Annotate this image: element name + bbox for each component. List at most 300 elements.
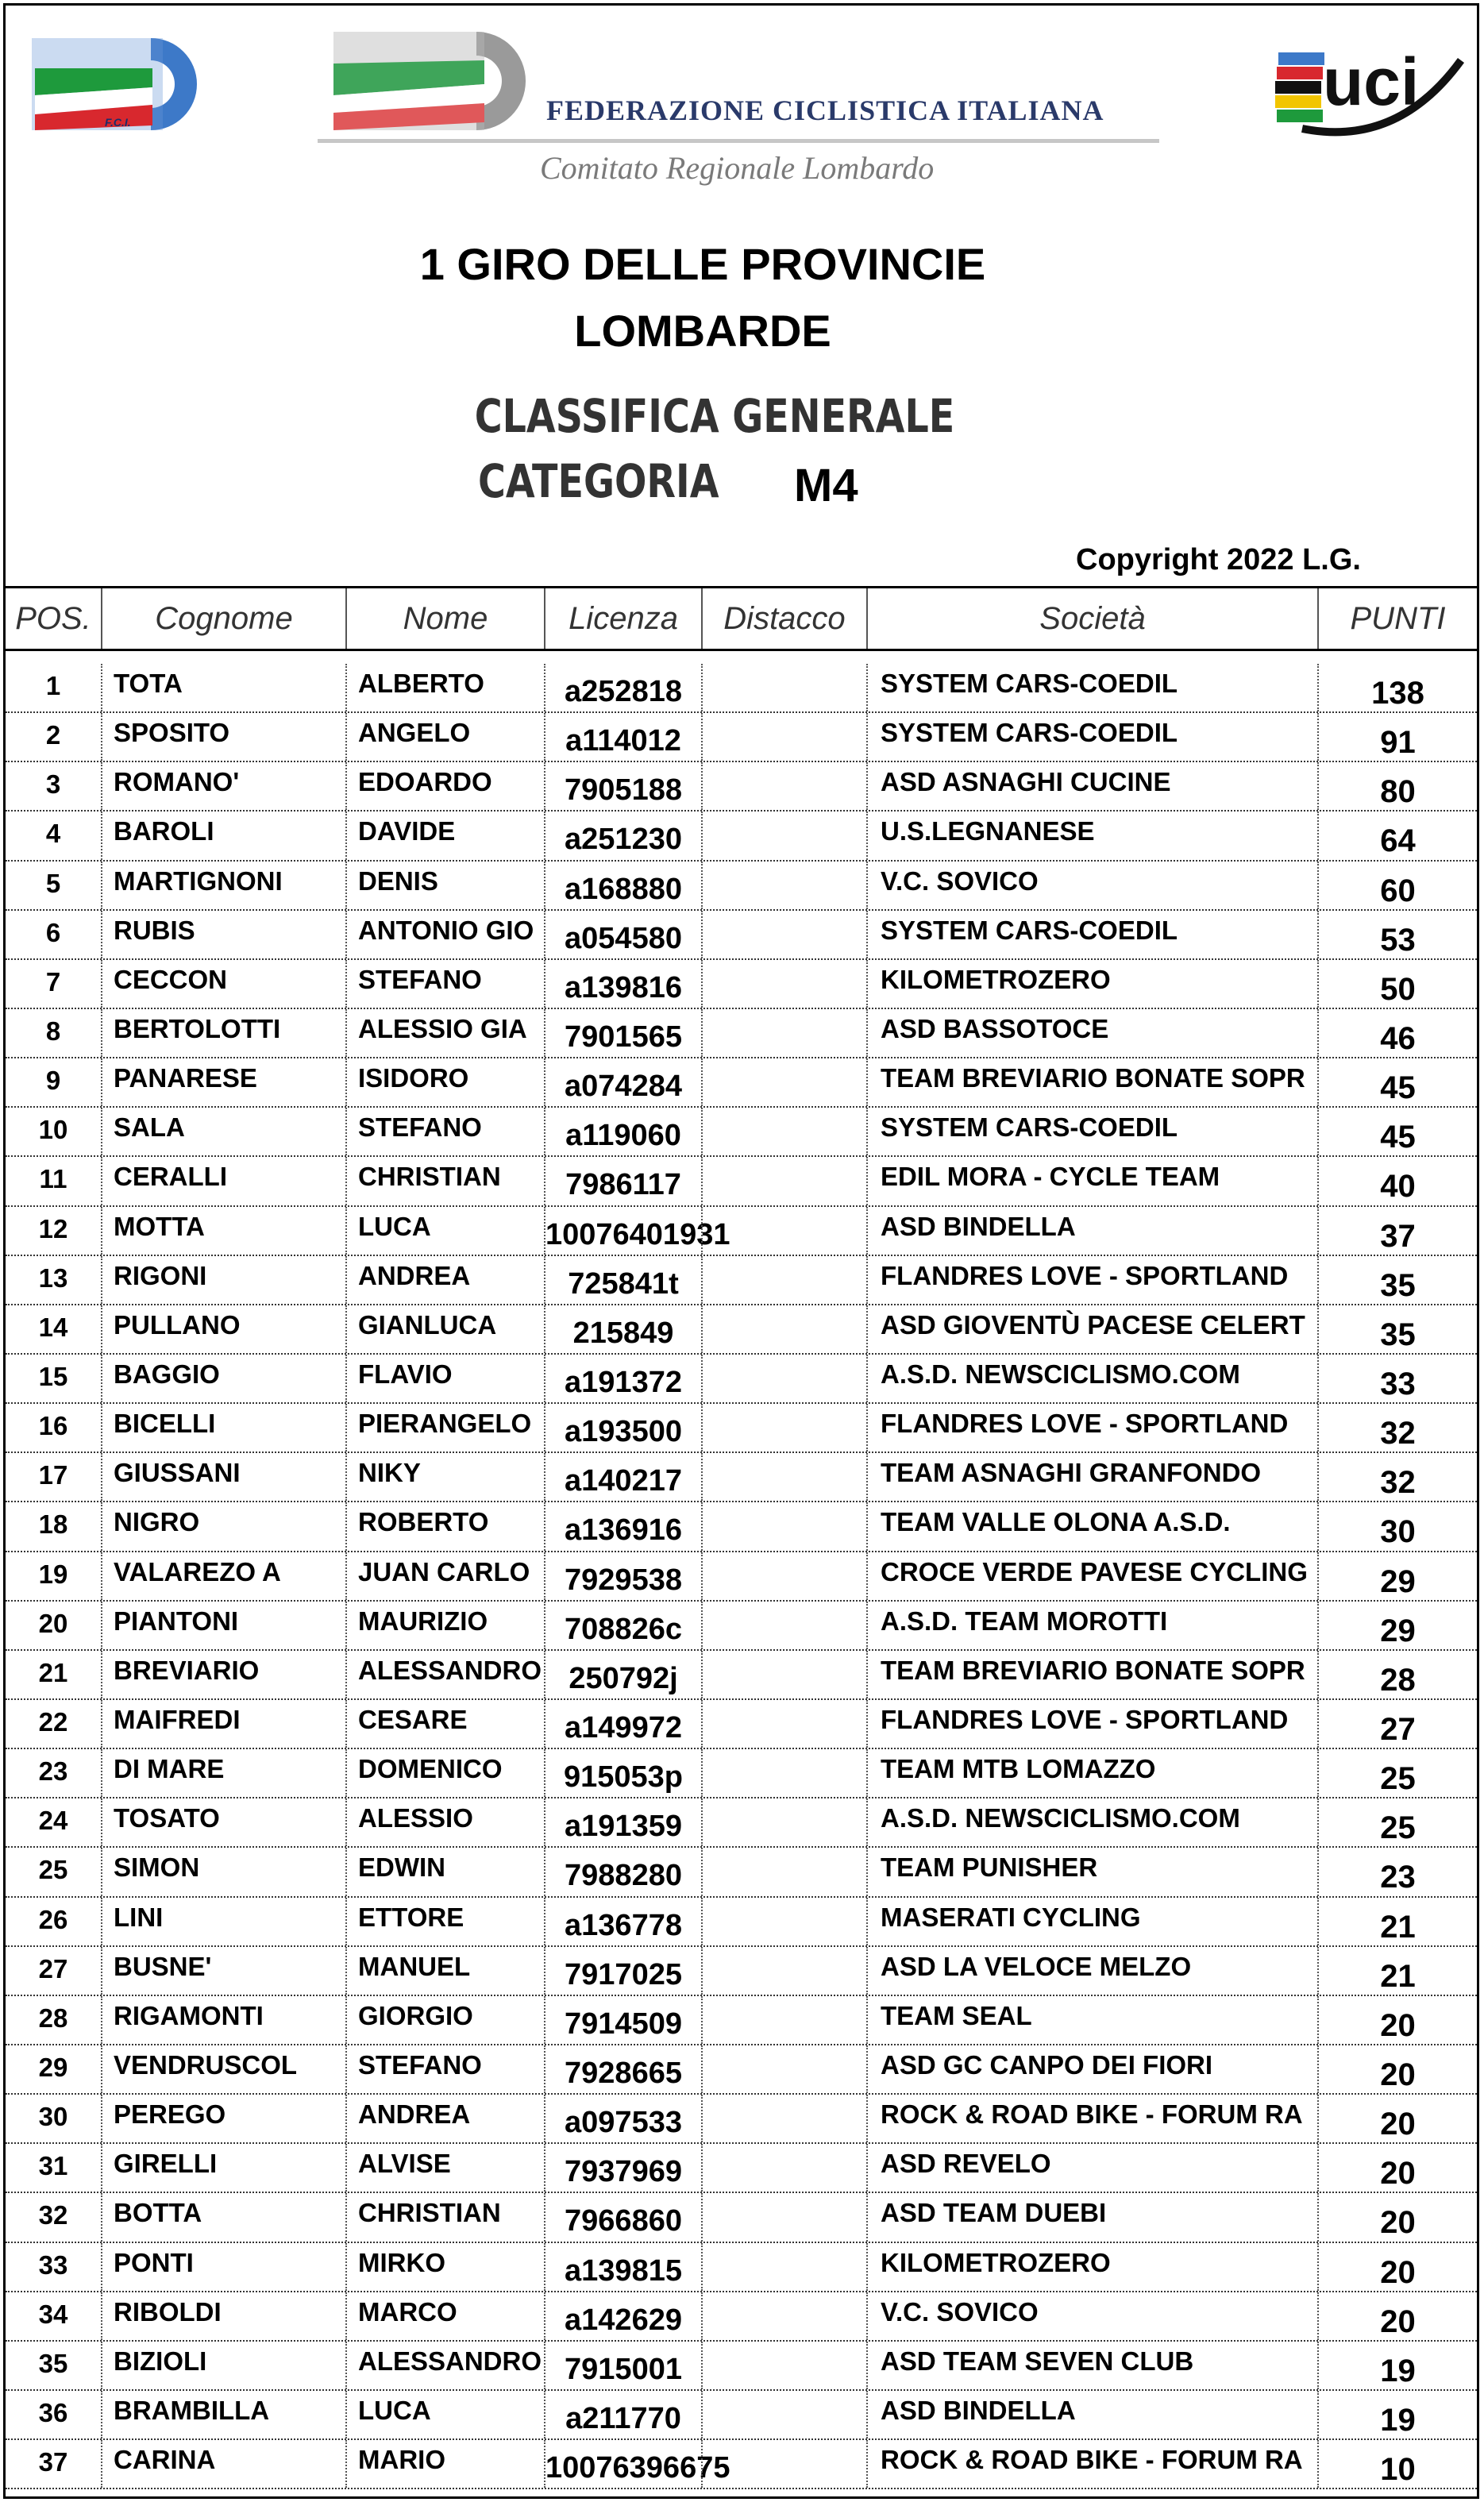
societa-cell: KILOMETROZERO — [866, 2243, 1317, 2291]
licenza-cell: a136916 — [544, 1502, 701, 1550]
distacco-cell — [701, 1798, 866, 1846]
cognome-cell: GIUSSANI — [101, 1453, 345, 1501]
societa-cell: ROCK & ROAD BIKE - FORUM RA — [866, 2440, 1317, 2488]
distacco-cell — [701, 1355, 866, 1402]
pos-cell: 10 — [38, 1115, 68, 1145]
cognome-cell: TOSATO — [101, 1798, 345, 1846]
nome-cell: ALESSIO — [345, 1798, 544, 1846]
distacco-cell — [701, 1305, 866, 1353]
nome-cell: ROBERTO — [345, 1502, 544, 1550]
licenza-cell: 708826c — [544, 1602, 701, 1649]
pos-cell: 32 — [38, 2200, 68, 2230]
distacco-cell — [701, 1602, 866, 1649]
pos-cell: 26 — [38, 1904, 68, 1934]
societa-cell: A.S.D. NEWSCICLISMO.COM — [866, 1798, 1317, 1846]
nome-cell: ANDREA — [345, 2095, 544, 2142]
punti-cell: 45 — [1317, 1058, 1477, 1106]
punti-cell: 32 — [1317, 1453, 1477, 1501]
cognome-cell: GIRELLI — [101, 2144, 345, 2192]
pos-cell: 12 — [38, 1213, 68, 1243]
distacco-cell — [701, 1256, 866, 1304]
distacco-cell — [701, 2292, 866, 2340]
societa-cell: ASD BINDELLA — [866, 1207, 1317, 1255]
nome-cell: STEFANO — [345, 1108, 544, 1155]
punti-cell: 53 — [1317, 911, 1477, 958]
table-row — [6, 1651, 1477, 1700]
societa-cell: TEAM BREVIARIO BONATE SOPR — [866, 1058, 1317, 1106]
licenza-cell: a140217 — [544, 1453, 701, 1501]
cognome-cell: SIMON — [101, 1848, 345, 1895]
distacco-cell — [701, 911, 866, 958]
pos-cell: 1 — [45, 671, 61, 700]
societa-cell: ASD TEAM DUEBI — [866, 2193, 1317, 2241]
societa-cell: U.S.LEGNANESE — [866, 812, 1317, 859]
licenza-cell: 7988280 — [544, 1848, 701, 1895]
title-line-1: 1 GIRO DELLE PROVINCIE — [419, 239, 986, 289]
pos-cell: 29 — [38, 2052, 68, 2082]
table-row — [6, 960, 1477, 1009]
licenza-cell: 7915001 — [544, 2342, 701, 2389]
nome-cell: MARCO — [345, 2292, 544, 2340]
punti-cell: 27 — [1317, 1700, 1477, 1748]
punti-cell: 20 — [1317, 1996, 1477, 2044]
licenza-cell: 7937969 — [544, 2144, 701, 2192]
table-row — [6, 862, 1477, 911]
table-header — [6, 586, 1477, 651]
distacco-cell — [701, 1651, 866, 1698]
header-pos: POS. — [15, 601, 91, 636]
societa-cell: SYSTEM CARS-COEDIL — [866, 664, 1317, 711]
distacco-cell — [701, 2440, 866, 2488]
cognome-cell: DI MARE — [101, 1749, 345, 1797]
licenza-cell: a168880 — [544, 862, 701, 909]
cognome-cell: RIGAMONTI — [101, 1996, 345, 2044]
pos-cell: 24 — [38, 1806, 68, 1836]
nome-cell: GIORGIO — [345, 1996, 544, 2044]
cognome-cell: NIGRO — [101, 1502, 345, 1550]
table-row — [6, 1700, 1477, 1749]
societa-cell: ASD TEAM SEVEN CLUB — [866, 2342, 1317, 2389]
nome-cell: CHRISTIAN — [345, 2193, 544, 2241]
header-divider — [318, 139, 1159, 143]
punti-cell: 40 — [1317, 1157, 1477, 1205]
punti-cell: 32 — [1317, 1404, 1477, 1451]
header-cognome: Cognome — [101, 588, 345, 649]
pos-cell: 3 — [45, 769, 61, 800]
distacco-cell — [701, 2095, 866, 2142]
header-nome: Nome — [345, 588, 544, 649]
table-row — [6, 2342, 1477, 2391]
licenza-cell: 7966860 — [544, 2193, 701, 2241]
licenza-cell: 215849 — [544, 1305, 701, 1353]
punti-cell: 46 — [1317, 1009, 1477, 1057]
header-distacco: Distacco — [701, 588, 866, 649]
nome-cell: MAURIZIO — [345, 1602, 544, 1649]
pos-cell: 31 — [38, 2151, 68, 2181]
header-societa: Società — [866, 588, 1317, 649]
punti-cell: 37 — [1317, 1207, 1477, 1255]
licenza-cell: a211770 — [544, 2391, 701, 2438]
licenza-cell: 250792j — [544, 1651, 701, 1698]
pos-cell: 22 — [38, 1706, 68, 1737]
cognome-cell: PIANTONI — [101, 1602, 345, 1649]
licenza-cell: a097533 — [544, 2095, 701, 2142]
federation-name: FEDERAZIONE CICLISTICA ITALIANA — [546, 94, 1104, 126]
table-row — [6, 2440, 1477, 2489]
societa-cell: EDIL MORA - CYCLE TEAM — [866, 1157, 1317, 1205]
table-row — [6, 1355, 1477, 1404]
societa-cell: TEAM SEAL — [866, 1996, 1317, 2044]
pos-cell: 2 — [45, 720, 61, 750]
cognome-cell: RIGONI — [101, 1256, 345, 1304]
cognome-cell: PANARESE — [101, 1058, 345, 1106]
licenza-cell: 725841t — [544, 1256, 701, 1304]
standings-table — [6, 586, 1477, 2489]
pos-cell: 5 — [45, 868, 61, 898]
cognome-cell: PEREGO — [101, 2095, 345, 2142]
pos-cell: 14 — [38, 1312, 68, 1342]
table-row — [6, 812, 1477, 861]
table-row — [6, 1305, 1477, 1355]
cognome-cell: CECCON — [101, 960, 345, 1008]
pos-cell: 23 — [38, 1756, 68, 1787]
punti-cell: 19 — [1317, 2391, 1477, 2438]
punti-cell: 10 — [1317, 2440, 1477, 2488]
societa-cell: ASD ASNAGHI CUCINE — [866, 762, 1317, 810]
nome-cell: PIERANGELO — [345, 1404, 544, 1451]
table-row — [6, 1502, 1477, 1552]
distacco-cell — [701, 2144, 866, 2192]
table-row — [6, 1108, 1477, 1157]
pos-cell: 36 — [38, 2397, 68, 2427]
nome-cell: STEFANO — [345, 960, 544, 1008]
licenza-cell: a139816 — [544, 960, 701, 1008]
pos-cell: 13 — [38, 1263, 68, 1293]
table-row — [6, 1848, 1477, 1897]
societa-cell: FLANDRES LOVE - SPORTLAND — [866, 1404, 1317, 1451]
licenza-cell: a054580 — [544, 911, 701, 958]
table-row — [6, 1947, 1477, 1996]
nome-cell: LUCA — [345, 1207, 544, 1255]
nome-cell: EDOARDO — [345, 762, 544, 810]
nome-cell: MARIO — [345, 2440, 544, 2488]
licenza-cell: 915053p — [544, 1749, 701, 1797]
licenza-cell: a252818 — [544, 664, 701, 711]
uci-logo-icon — [1270, 29, 1469, 140]
nome-cell: ALESSANDRO — [345, 1651, 544, 1698]
licenza-cell: a191372 — [544, 1355, 701, 1402]
licenza-cell: a142629 — [544, 2292, 701, 2340]
punti-cell: 20 — [1317, 2095, 1477, 2142]
cognome-cell: BIZIOLI — [101, 2342, 345, 2389]
punti-cell: 20 — [1317, 2292, 1477, 2340]
nome-cell: ALESSANDRO — [345, 2342, 544, 2389]
nome-cell: DOMENICO — [345, 1749, 544, 1797]
punti-cell: 25 — [1317, 1798, 1477, 1846]
punti-cell: 35 — [1317, 1256, 1477, 1304]
table-row — [6, 664, 1477, 713]
punti-cell: 33 — [1317, 1355, 1477, 1402]
table-row — [6, 2243, 1477, 2292]
cognome-cell: PULLANO — [101, 1305, 345, 1353]
societa-cell: ASD BINDELLA — [866, 2391, 1317, 2438]
punti-cell: 50 — [1317, 960, 1477, 1008]
cognome-cell: RIBOLDI — [101, 2292, 345, 2340]
societa-cell: MASERATI CYCLING — [866, 1898, 1317, 1945]
societa-cell: ASD BASSOTOCE — [866, 1009, 1317, 1057]
cognome-cell: BUSNE' — [101, 1947, 345, 1995]
cognome-cell: BREVIARIO — [101, 1651, 345, 1698]
header-punti: PUNTI — [1317, 588, 1477, 649]
table-row — [6, 1602, 1477, 1651]
table-row — [6, 1996, 1477, 2045]
distacco-cell — [701, 1157, 866, 1205]
nome-cell: STEFANO — [345, 2045, 544, 2093]
cognome-cell: PONTI — [101, 2243, 345, 2291]
nome-cell: LUCA — [345, 2391, 544, 2438]
nome-cell: DENIS — [345, 862, 544, 909]
licenza-cell: 10076396675 — [544, 2440, 701, 2488]
table-row — [6, 1798, 1477, 1848]
licenza-cell: 7928665 — [544, 2045, 701, 2093]
licenza-cell: a251230 — [544, 812, 701, 859]
societa-cell: SYSTEM CARS-COEDIL — [866, 713, 1317, 761]
societa-cell: TEAM PUNISHER — [866, 1848, 1317, 1895]
distacco-cell — [701, 713, 866, 761]
licenza-cell: a074284 — [544, 1058, 701, 1106]
cognome-cell: BICELLI — [101, 1404, 345, 1451]
fci-logo-label: F.C.I. — [105, 116, 131, 129]
societa-cell: ASD LA VELOCE MELZO — [866, 1947, 1317, 1995]
distacco-cell — [701, 1009, 866, 1057]
distacco-cell — [701, 1996, 866, 2044]
nome-cell: JUAN CARLO — [345, 1552, 544, 1600]
licenza-cell: a136778 — [544, 1898, 701, 1945]
cognome-cell: BAROLI — [101, 812, 345, 859]
distacco-cell — [701, 1108, 866, 1155]
nome-cell: CHRISTIAN — [345, 1157, 544, 1205]
cognome-cell: TOTA — [101, 664, 345, 711]
cognome-cell: CERALLI — [101, 1157, 345, 1205]
licenza-cell: 7917025 — [544, 1947, 701, 1995]
table-body — [6, 664, 1477, 2489]
cognome-cell: LINI — [101, 1898, 345, 1945]
societa-cell: V.C. SOVICO — [866, 2292, 1317, 2340]
societa-cell: A.S.D. TEAM MOROTTI — [866, 1602, 1317, 1649]
table-row — [6, 1009, 1477, 1058]
distacco-cell — [701, 2342, 866, 2389]
licenza-cell: 7986117 — [544, 1157, 701, 1205]
cognome-cell: BRAMBILLA — [101, 2391, 345, 2438]
pos-cell: 11 — [39, 1164, 67, 1194]
licenza-cell: a149972 — [544, 1700, 701, 1748]
punti-cell: 35 — [1317, 1305, 1477, 1353]
licenza-cell: 10076401931 — [544, 1207, 701, 1255]
pos-cell: 6 — [45, 917, 61, 947]
pos-cell: 16 — [38, 1411, 68, 1441]
societa-cell: A.S.D. NEWSCICLISMO.COM — [866, 1355, 1317, 1402]
nome-cell: FLAVIO — [345, 1355, 544, 1402]
cognome-cell: MOTTA — [101, 1207, 345, 1255]
societa-cell: SYSTEM CARS-COEDIL — [866, 911, 1317, 958]
societa-cell: CROCE VERDE PAVESE CYCLING — [866, 1552, 1317, 1600]
nome-cell: DAVIDE — [345, 812, 544, 859]
table-row — [6, 1404, 1477, 1453]
cognome-cell: ROMANO' — [101, 762, 345, 810]
table-row — [6, 1256, 1477, 1305]
licenza-cell: a191359 — [544, 1798, 701, 1846]
punti-cell: 80 — [1317, 762, 1477, 810]
societa-cell: KILOMETROZERO — [866, 960, 1317, 1008]
distacco-cell — [701, 1058, 866, 1106]
licenza-cell: 7929538 — [544, 1552, 701, 1600]
punti-cell: 20 — [1317, 2045, 1477, 2093]
pos-cell: 7 — [45, 966, 61, 997]
nome-cell: CESARE — [345, 1700, 544, 1748]
distacco-cell — [701, 812, 866, 859]
table-row — [6, 1453, 1477, 1502]
societa-cell: ASD REVELO — [866, 2144, 1317, 2192]
fci-logo-icon — [32, 32, 206, 135]
societa-cell: TEAM BREVIARIO BONATE SOPR — [866, 1651, 1317, 1698]
nome-cell: MIRKO — [345, 2243, 544, 2291]
cognome-cell: MARTIGNONI — [101, 862, 345, 909]
distacco-cell — [701, 960, 866, 1008]
nome-cell: ANDREA — [345, 1256, 544, 1304]
distacco-cell — [701, 1207, 866, 1255]
nome-cell: ALVISE — [345, 2144, 544, 2192]
societa-cell: SYSTEM CARS-COEDIL — [866, 1108, 1317, 1155]
table-row — [6, 713, 1477, 762]
licenza-cell: a119060 — [544, 1108, 701, 1155]
licenza-cell: 7901565 — [544, 1009, 701, 1057]
licenza-cell: a193500 — [544, 1404, 701, 1451]
table-row — [6, 1157, 1477, 1206]
pos-cell: 33 — [38, 2249, 68, 2280]
cognome-cell: VALAREZO A — [101, 1552, 345, 1600]
federazione-logo-icon — [318, 24, 556, 143]
committee-name: Comitato Regionale Lombardo — [540, 150, 935, 186]
punti-cell: 21 — [1317, 1898, 1477, 1945]
cognome-cell: BOTTA — [101, 2193, 345, 2241]
societa-cell: ASD GC CANPO DEI FIORI — [866, 2045, 1317, 2093]
societa-cell: V.C. SOVICO — [866, 862, 1317, 909]
punti-cell: 30 — [1317, 1502, 1477, 1550]
table-row — [6, 762, 1477, 812]
licenza-cell: 7914509 — [544, 1996, 701, 2044]
nome-cell: ALBERTO — [345, 664, 544, 711]
cognome-cell: SALA — [101, 1108, 345, 1155]
distacco-cell — [701, 1947, 866, 1995]
pos-cell: 19 — [38, 1559, 68, 1589]
table-row — [6, 1898, 1477, 1947]
punti-cell: 20 — [1317, 2144, 1477, 2192]
punti-cell: 20 — [1317, 2243, 1477, 2291]
nome-cell: ANTONIO GIO — [345, 911, 544, 958]
licenza-cell: a139815 — [544, 2243, 701, 2291]
title-line-2: LOMBARDE — [574, 306, 831, 356]
pos-cell: 17 — [38, 1460, 68, 1490]
distacco-cell — [701, 762, 866, 810]
punti-cell: 91 — [1317, 713, 1477, 761]
header-licenza: Licenza — [544, 588, 701, 649]
societa-cell: TEAM ASNAGHI GRANFONDO — [866, 1453, 1317, 1501]
pos-cell: 4 — [45, 819, 61, 849]
nome-cell: ISIDORO — [345, 1058, 544, 1106]
punti-cell: 21 — [1317, 1947, 1477, 1995]
uci-logo-label: uci — [1323, 44, 1420, 119]
distacco-cell — [701, 2045, 866, 2093]
pos-cell: 18 — [38, 1509, 68, 1540]
table-row — [6, 2045, 1477, 2095]
distacco-cell — [701, 2243, 866, 2291]
distacco-cell — [701, 2391, 866, 2438]
table-row — [6, 1749, 1477, 1798]
classification-title: CLASSIFICA GENERALE — [474, 389, 955, 443]
pos-cell: 37 — [38, 2447, 68, 2477]
nome-cell: GIANLUCA — [345, 1305, 544, 1353]
copyright-note: Copyright 2022 L.G. — [1076, 543, 1361, 576]
pos-cell: 8 — [45, 1016, 61, 1046]
punti-cell: 23 — [1317, 1848, 1477, 1895]
pos-cell: 21 — [38, 1657, 68, 1687]
nome-cell: NIKY — [345, 1453, 544, 1501]
societa-cell: ROCK & ROAD BIKE - FORUM RA — [866, 2095, 1317, 2142]
distacco-cell — [701, 1502, 866, 1550]
cognome-cell: CARINA — [101, 2440, 345, 2488]
table-row — [6, 2095, 1477, 2144]
table-row — [6, 911, 1477, 960]
pos-cell: 28 — [38, 2003, 68, 2033]
cognome-cell: MAIFREDI — [101, 1700, 345, 1748]
distacco-cell — [701, 1552, 866, 1600]
punti-cell: 28 — [1317, 1651, 1477, 1698]
distacco-cell — [701, 1453, 866, 1501]
table-row — [6, 2292, 1477, 2342]
societa-cell: FLANDRES LOVE - SPORTLAND — [866, 1700, 1317, 1748]
punti-cell: 64 — [1317, 812, 1477, 859]
distacco-cell — [701, 862, 866, 909]
cognome-cell: BERTOLOTTI — [101, 1009, 345, 1057]
punti-cell: 29 — [1317, 1552, 1477, 1600]
pos-cell: 20 — [38, 1608, 68, 1638]
pos-cell: 35 — [38, 2348, 68, 2378]
pos-cell: 25 — [38, 1855, 68, 1885]
cognome-cell: BAGGIO — [101, 1355, 345, 1402]
societa-cell: TEAM VALLE OLONA A.S.D. — [866, 1502, 1317, 1550]
pos-cell: 27 — [38, 1953, 68, 1983]
table-row — [6, 2144, 1477, 2193]
punti-cell: 19 — [1317, 2342, 1477, 2389]
pos-cell: 15 — [38, 1361, 68, 1391]
distacco-cell — [701, 1749, 866, 1797]
pos-cell: 34 — [38, 2299, 68, 2329]
nome-cell: ALESSIO GIA — [345, 1009, 544, 1057]
pos-cell: 9 — [45, 1066, 61, 1096]
societa-cell: FLANDRES LOVE - SPORTLAND — [866, 1256, 1317, 1304]
distacco-cell — [701, 1700, 866, 1748]
table-row — [6, 1207, 1477, 1256]
societa-cell: ASD GIOVENTÙ PACESE CELERT — [866, 1305, 1317, 1353]
licenza-cell: a114012 — [544, 713, 701, 761]
nome-cell: EDWIN — [345, 1848, 544, 1895]
punti-cell: 25 — [1317, 1749, 1477, 1797]
cognome-cell: RUBIS — [101, 911, 345, 958]
punti-cell: 45 — [1317, 1108, 1477, 1155]
category-label: CATEGORIA — [478, 454, 719, 508]
punti-cell: 138 — [1317, 664, 1477, 711]
distacco-cell — [701, 1404, 866, 1451]
